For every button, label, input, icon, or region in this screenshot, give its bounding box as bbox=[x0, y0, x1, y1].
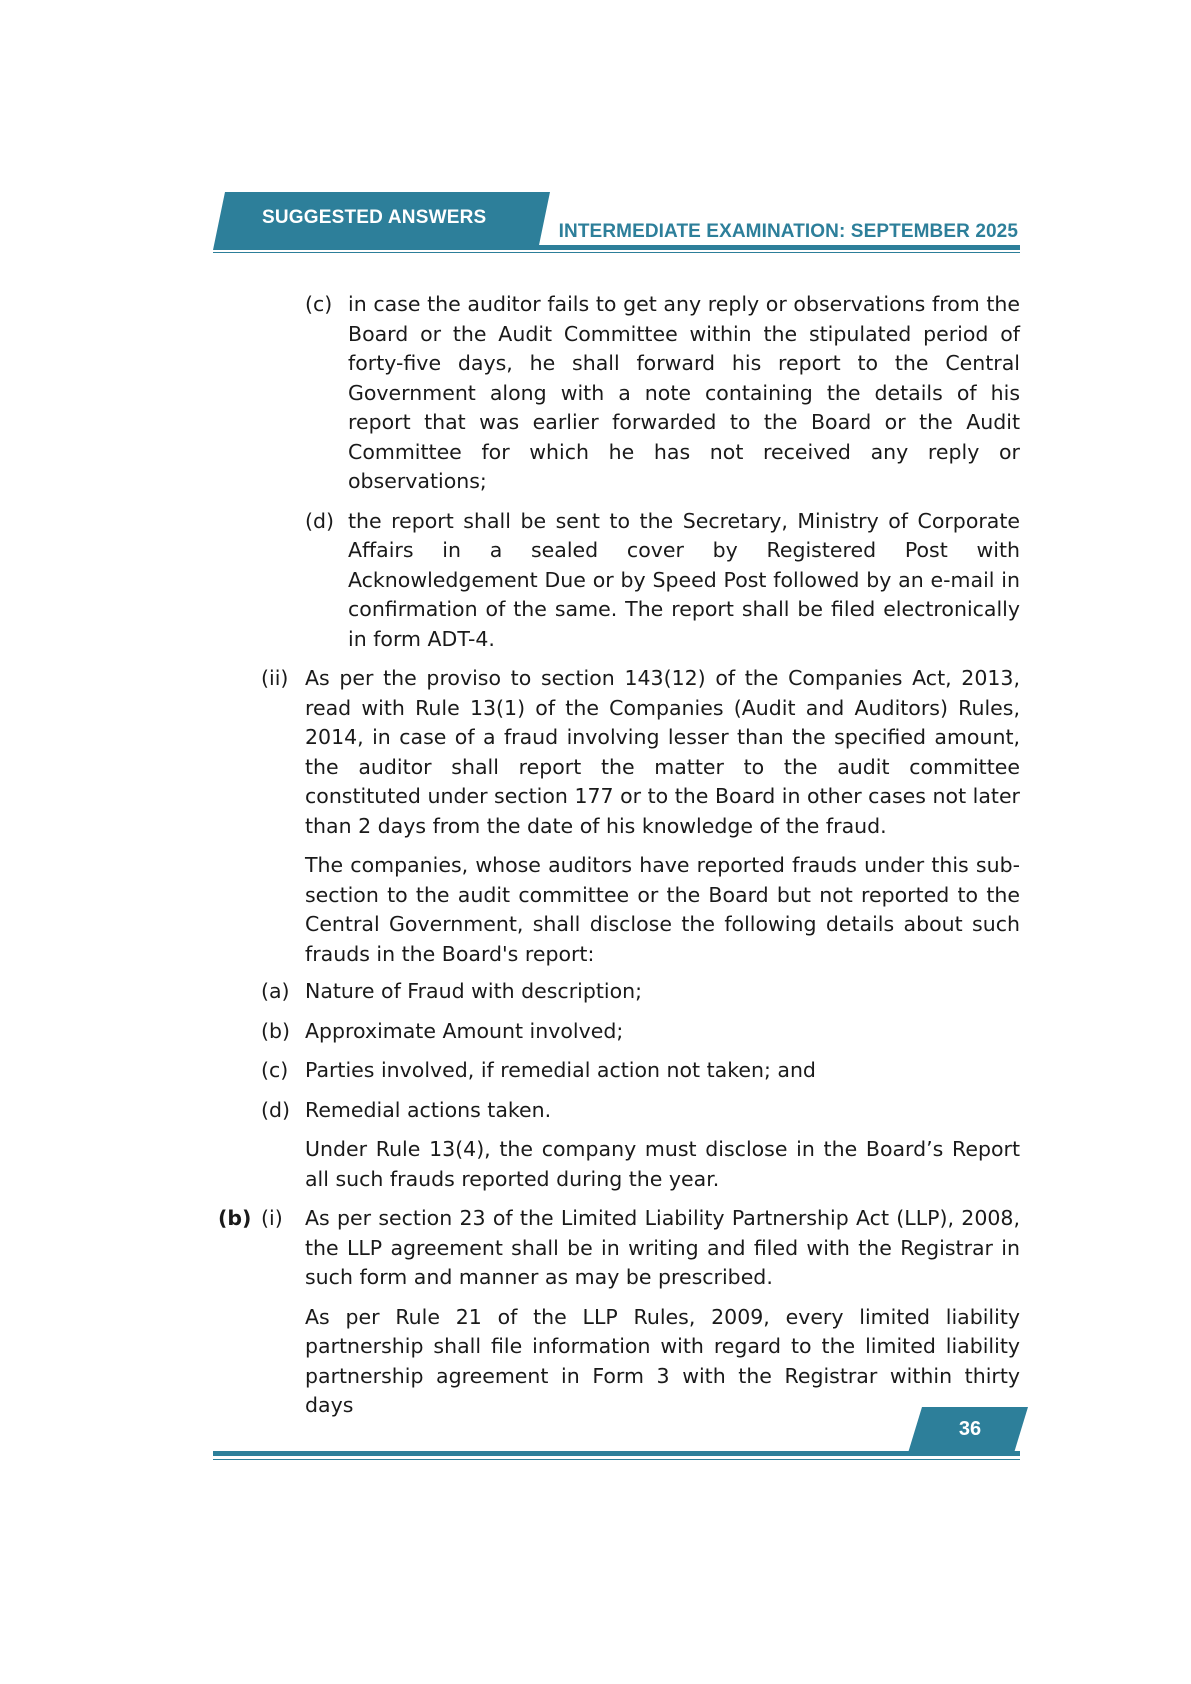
detail-item bbox=[212, 1017, 1020, 1047]
exam-title: INTERMEDIATE EXAMINATION: SEPTEMBER 2025 bbox=[558, 221, 1018, 242]
sub-item-text: the report shall be sent to the Secretary, Ministry of Corporate Affairs in a sealed cover by Registered Post with Acknowledgement Due or by Speed Post followed by an e-mail in confirmation of the same. The report shall be filed electronically in form ADT-4. bbox=[348, 508, 1020, 651]
detail-marker: (a) bbox=[261, 979, 290, 1003]
item-text: As per the proviso to section 143(12) of the Companies Act, 2013, read with Rule 13(1) of the Companies (Audit and Auditors) Rules, 2014, in case of a fraud involving lesser than the specified amount, the auditor shall report the matter to the audit committee constituted under section 177 or to the Board in other cases not later than 2 days from the date of his knowledge of the fraud. bbox=[305, 666, 1020, 838]
header-tab-label: SUGGESTED ANSWERS bbox=[262, 207, 487, 228]
sub-item-c bbox=[212, 290, 1020, 497]
sub-item-text: in case the auditor fails to get any reply or observations from the Board or the Audit Committee within the stipulated period of forty-five days, he shall forward his report to the Central Government along with a note containing the details of his report that was earlier forwarded to the Board or the Audit Committee for which he has not received any reply or observations; bbox=[348, 292, 1020, 493]
section-b-item-i bbox=[212, 1204, 1020, 1293]
detail-text: Parties involved, if remedial action not taken; and bbox=[305, 1058, 816, 1082]
detail-marker: (b) bbox=[261, 1018, 291, 1043]
page-number: 36 bbox=[958, 1418, 982, 1440]
header-rule-thin bbox=[213, 252, 1020, 253]
footer-rule-thick bbox=[213, 1451, 1020, 1456]
detail-item bbox=[212, 1096, 1020, 1126]
item-marker: (ii) bbox=[261, 666, 289, 690]
item-marker: (i) bbox=[261, 1206, 283, 1230]
detail-text: Remedial actions taken. bbox=[305, 1097, 552, 1122]
item-text: As per section 23 of the Limited Liability Partnership Act (LLP), 2008, the LLP agreement shall be in writing and filed with the Registrar in such form and manner as may be prescribed. bbox=[305, 1206, 1020, 1289]
page-header bbox=[0, 0, 1191, 260]
section-b-marker: (b) bbox=[218, 1206, 252, 1230]
sub-item-d bbox=[212, 507, 1020, 655]
detail-item bbox=[212, 977, 1020, 1007]
detail-marker: (d) bbox=[261, 1097, 291, 1122]
paragraph-rule-21: As per Rule 21 of the LLP Rules, 2009, every limited liability partnership shall file information with regard to the limited liability partnership agreement in Form 3 with the Registrar within thirty days bbox=[305, 1304, 1020, 1417]
detail-text: Nature of Fraud with description; bbox=[305, 979, 643, 1003]
paragraph-rule-13-4: Under Rule 13(4), the company must disclose in the Board’s Report all such frauds reported during the year. bbox=[305, 1137, 1020, 1191]
footer-rule-thin bbox=[213, 1459, 1020, 1460]
header-rule-thick bbox=[538, 245, 1020, 250]
item-ii bbox=[212, 664, 1020, 841]
paragraph-companies: The companies, whose auditors have reported frauds under this sub-section to the audit committee or the Board but not reported to the Central Government, shall disclose the following details about such frauds in the Board's report: bbox=[305, 853, 1020, 966]
page-body bbox=[212, 290, 1020, 1431]
detail-marker: (c) bbox=[261, 1058, 289, 1082]
detail-item bbox=[212, 1056, 1020, 1086]
sub-item-marker: (c) bbox=[305, 292, 333, 316]
sub-item-marker: (d) bbox=[305, 508, 335, 533]
detail-text: Approximate Amount involved; bbox=[305, 1018, 624, 1043]
